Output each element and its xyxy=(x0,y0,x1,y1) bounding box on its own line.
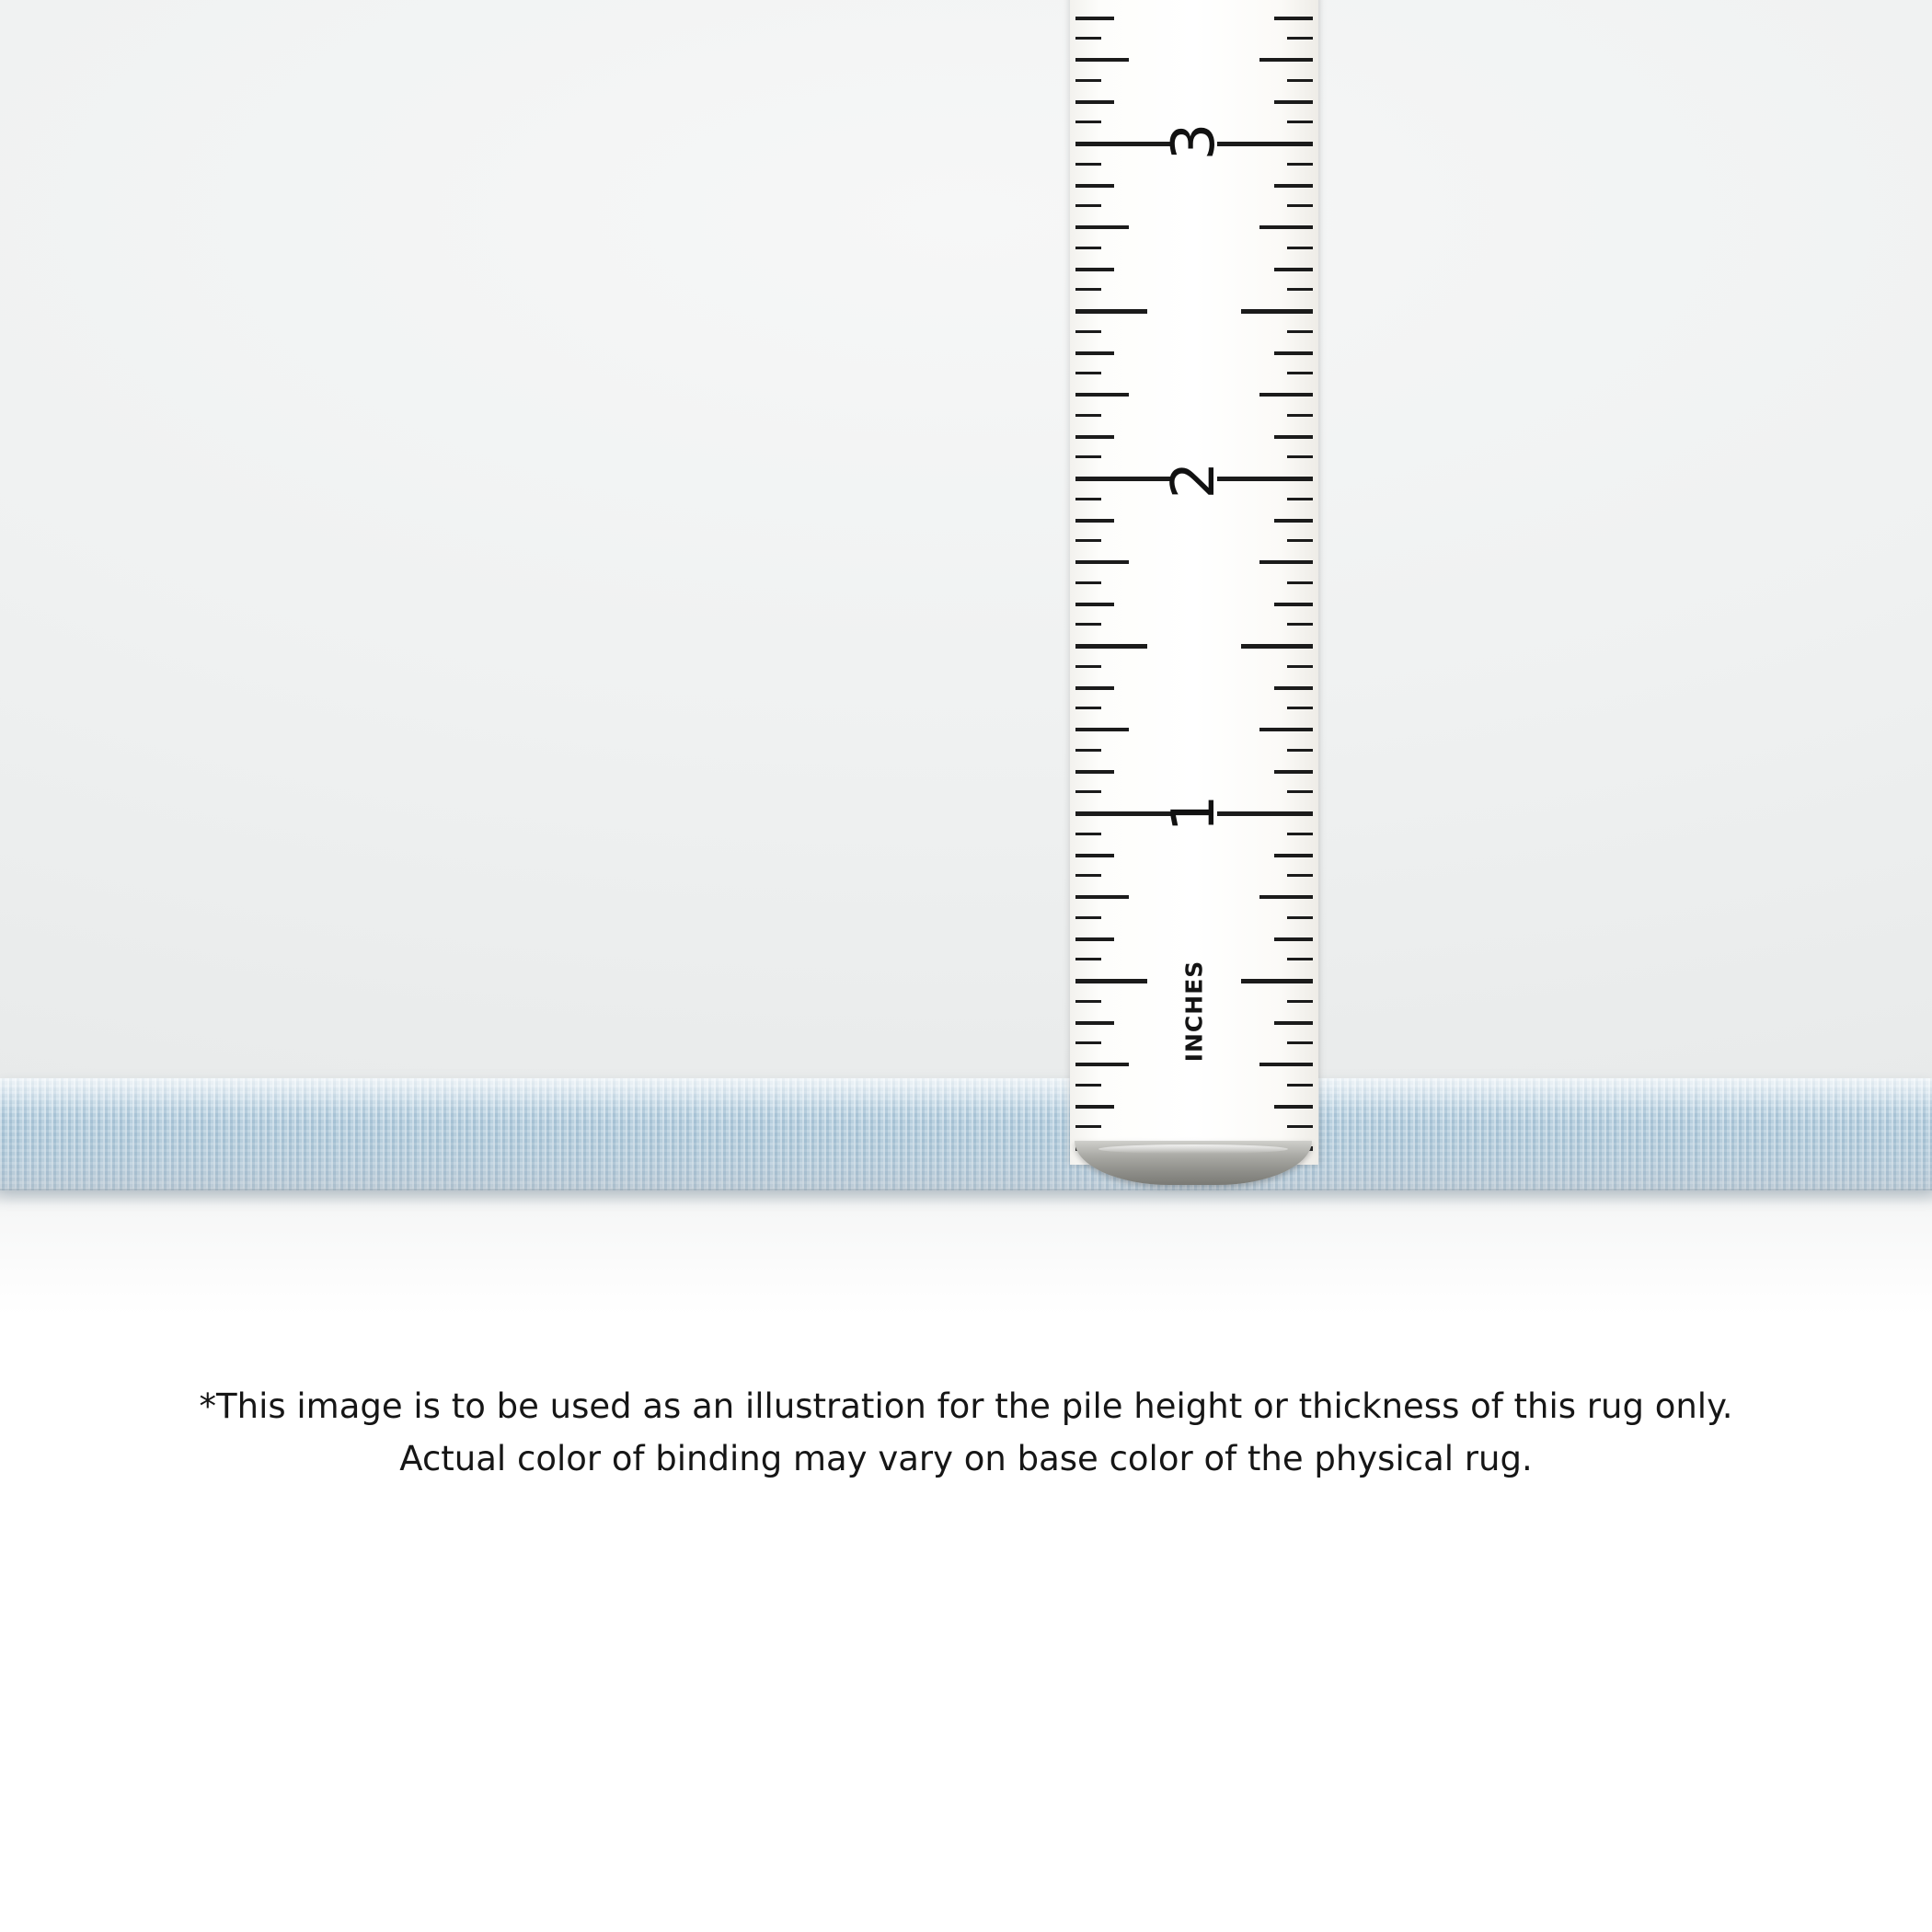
ruler-tick xyxy=(1287,749,1313,752)
ruler-tick xyxy=(1274,937,1313,941)
ruler-tick xyxy=(1075,581,1101,584)
ruler-number-2: 2 xyxy=(1160,461,1228,500)
ruler-tick xyxy=(1075,330,1101,333)
ruler-tick xyxy=(1075,414,1101,417)
ruler-number-1: 1 xyxy=(1160,794,1228,833)
ruler-tick xyxy=(1075,58,1129,62)
ruler-tick xyxy=(1274,435,1313,439)
ruler-tick xyxy=(1075,100,1114,104)
ruler-tick xyxy=(1274,770,1313,774)
ruler-tick xyxy=(1075,1000,1101,1003)
ruler-tick xyxy=(1075,1021,1114,1025)
ruler-tick xyxy=(1287,665,1313,668)
ruler-tick xyxy=(1075,770,1114,774)
ruler-tick xyxy=(1075,1041,1101,1044)
ruler-tick xyxy=(1287,79,1313,82)
caption-text xyxy=(0,1380,1932,1486)
ruler-tick xyxy=(1287,204,1313,207)
ruler-tick xyxy=(1075,247,1101,249)
ruler-tick xyxy=(1274,100,1313,104)
ruler-tick xyxy=(1259,895,1313,899)
ruler-tick xyxy=(1287,37,1313,40)
ruler-tick xyxy=(1075,979,1147,983)
ruler-tick xyxy=(1075,142,1171,146)
ruler-tick xyxy=(1274,603,1313,606)
ruler-tick xyxy=(1075,79,1101,82)
ruler-tick xyxy=(1075,833,1101,835)
ruler-tick xyxy=(1075,477,1171,481)
ruler-tick xyxy=(1217,142,1313,146)
ruler-tick xyxy=(1075,895,1129,899)
ruler-tick xyxy=(1259,225,1313,229)
ruler-tick xyxy=(1075,184,1114,188)
ruler-tick xyxy=(1274,854,1313,857)
ruler-tick xyxy=(1274,686,1313,690)
ruler-tick xyxy=(1075,455,1101,458)
ruler-tick xyxy=(1274,519,1313,523)
ruler-tick xyxy=(1075,1084,1101,1087)
ruler-tick xyxy=(1287,455,1313,458)
ruler-tick xyxy=(1075,309,1147,314)
ruler-tick xyxy=(1287,833,1313,835)
ruler-tick xyxy=(1075,728,1129,731)
ruler-tick xyxy=(1075,644,1147,649)
ruler-tick xyxy=(1075,916,1101,919)
ruler-tick xyxy=(1287,1041,1313,1044)
ruler-tick xyxy=(1075,37,1101,40)
ruler-tick xyxy=(1287,916,1313,919)
ruler-tick xyxy=(1075,623,1101,626)
caption-line-2: Actual color of binding may vary on base color of the physical rug. xyxy=(399,1439,1533,1479)
ruler-tick xyxy=(1287,163,1313,166)
ruler-tick xyxy=(1241,644,1313,649)
ruler-tick xyxy=(1287,790,1313,793)
ruler-tick xyxy=(1075,560,1129,564)
measuring-tape xyxy=(1070,0,1318,1165)
ruler-tick xyxy=(1287,623,1313,626)
ruler-tick xyxy=(1075,163,1101,166)
ruler-tick xyxy=(1075,498,1101,500)
ruler-tick xyxy=(1259,728,1313,731)
ruler-tick xyxy=(1287,1084,1313,1087)
ruler-tick xyxy=(1287,874,1313,877)
ruler-tick xyxy=(1287,707,1313,709)
ruler-tick xyxy=(1274,184,1313,188)
ruler-tick xyxy=(1075,749,1101,752)
ruler-tick xyxy=(1217,811,1313,816)
ruler-tick xyxy=(1274,268,1313,271)
ruler-tick xyxy=(1287,330,1313,333)
ruler-tick xyxy=(1075,288,1101,291)
ruler-tick xyxy=(1259,58,1313,62)
rug-binding-edge xyxy=(0,1078,1932,1190)
ruler-tick xyxy=(1241,309,1313,314)
ruler-tick xyxy=(1075,937,1114,941)
ruler-tick xyxy=(1274,17,1313,20)
ruler-tick xyxy=(1075,519,1114,523)
rug-shadow xyxy=(0,1189,1932,1213)
ruler-tick xyxy=(1287,498,1313,500)
ruler-tick xyxy=(1075,225,1129,229)
ruler-tick xyxy=(1075,204,1101,207)
caption-line-1: *This image is to be used as an illustration for the pile height or thickness of this rug only. xyxy=(199,1386,1733,1426)
ruler-tick xyxy=(1075,393,1129,397)
ruler-tick xyxy=(1075,790,1101,793)
ruler-tick xyxy=(1075,854,1114,857)
ruler-tick xyxy=(1241,979,1313,983)
ruler-tick xyxy=(1075,603,1114,606)
ruler-tick xyxy=(1075,539,1101,542)
ruler-tick xyxy=(1274,1021,1313,1025)
ruler-tick xyxy=(1075,811,1171,816)
ruler-tick xyxy=(1075,372,1101,374)
ruler-tick xyxy=(1259,393,1313,397)
ruler-tick xyxy=(1287,121,1313,123)
ruler-tick xyxy=(1075,958,1101,960)
ruler-tick xyxy=(1075,707,1101,709)
ruler-number-3: 3 xyxy=(1160,122,1228,161)
ruler-tick xyxy=(1259,1063,1313,1066)
ruler-tick xyxy=(1287,958,1313,960)
ruler-tick xyxy=(1287,247,1313,249)
ruler-unit-label: INCHES xyxy=(1180,960,1208,1063)
ruler-tick xyxy=(1075,874,1101,877)
ruler-tick xyxy=(1287,1125,1313,1128)
ruler-tick xyxy=(1259,560,1313,564)
ruler-tick xyxy=(1075,665,1101,668)
ruler-tick xyxy=(1217,477,1313,481)
ruler-tick xyxy=(1075,686,1114,690)
ruler-tick xyxy=(1287,414,1313,417)
ruler-tick xyxy=(1075,17,1114,20)
ruler-tick xyxy=(1287,581,1313,584)
ruler-tick xyxy=(1075,351,1114,355)
ruler-tick xyxy=(1075,1105,1114,1109)
ruler-tick xyxy=(1287,288,1313,291)
ruler-tick xyxy=(1287,539,1313,542)
ruler-tick xyxy=(1075,1063,1129,1066)
ruler-tick xyxy=(1075,268,1114,271)
ruler-tick xyxy=(1287,372,1313,374)
ruler-tick xyxy=(1274,1105,1313,1109)
ruler-tick xyxy=(1075,1125,1101,1128)
ruler-tick xyxy=(1075,435,1114,439)
ruler-tick xyxy=(1287,1000,1313,1003)
ruler-tick xyxy=(1075,121,1101,123)
ruler-tick xyxy=(1274,351,1313,355)
